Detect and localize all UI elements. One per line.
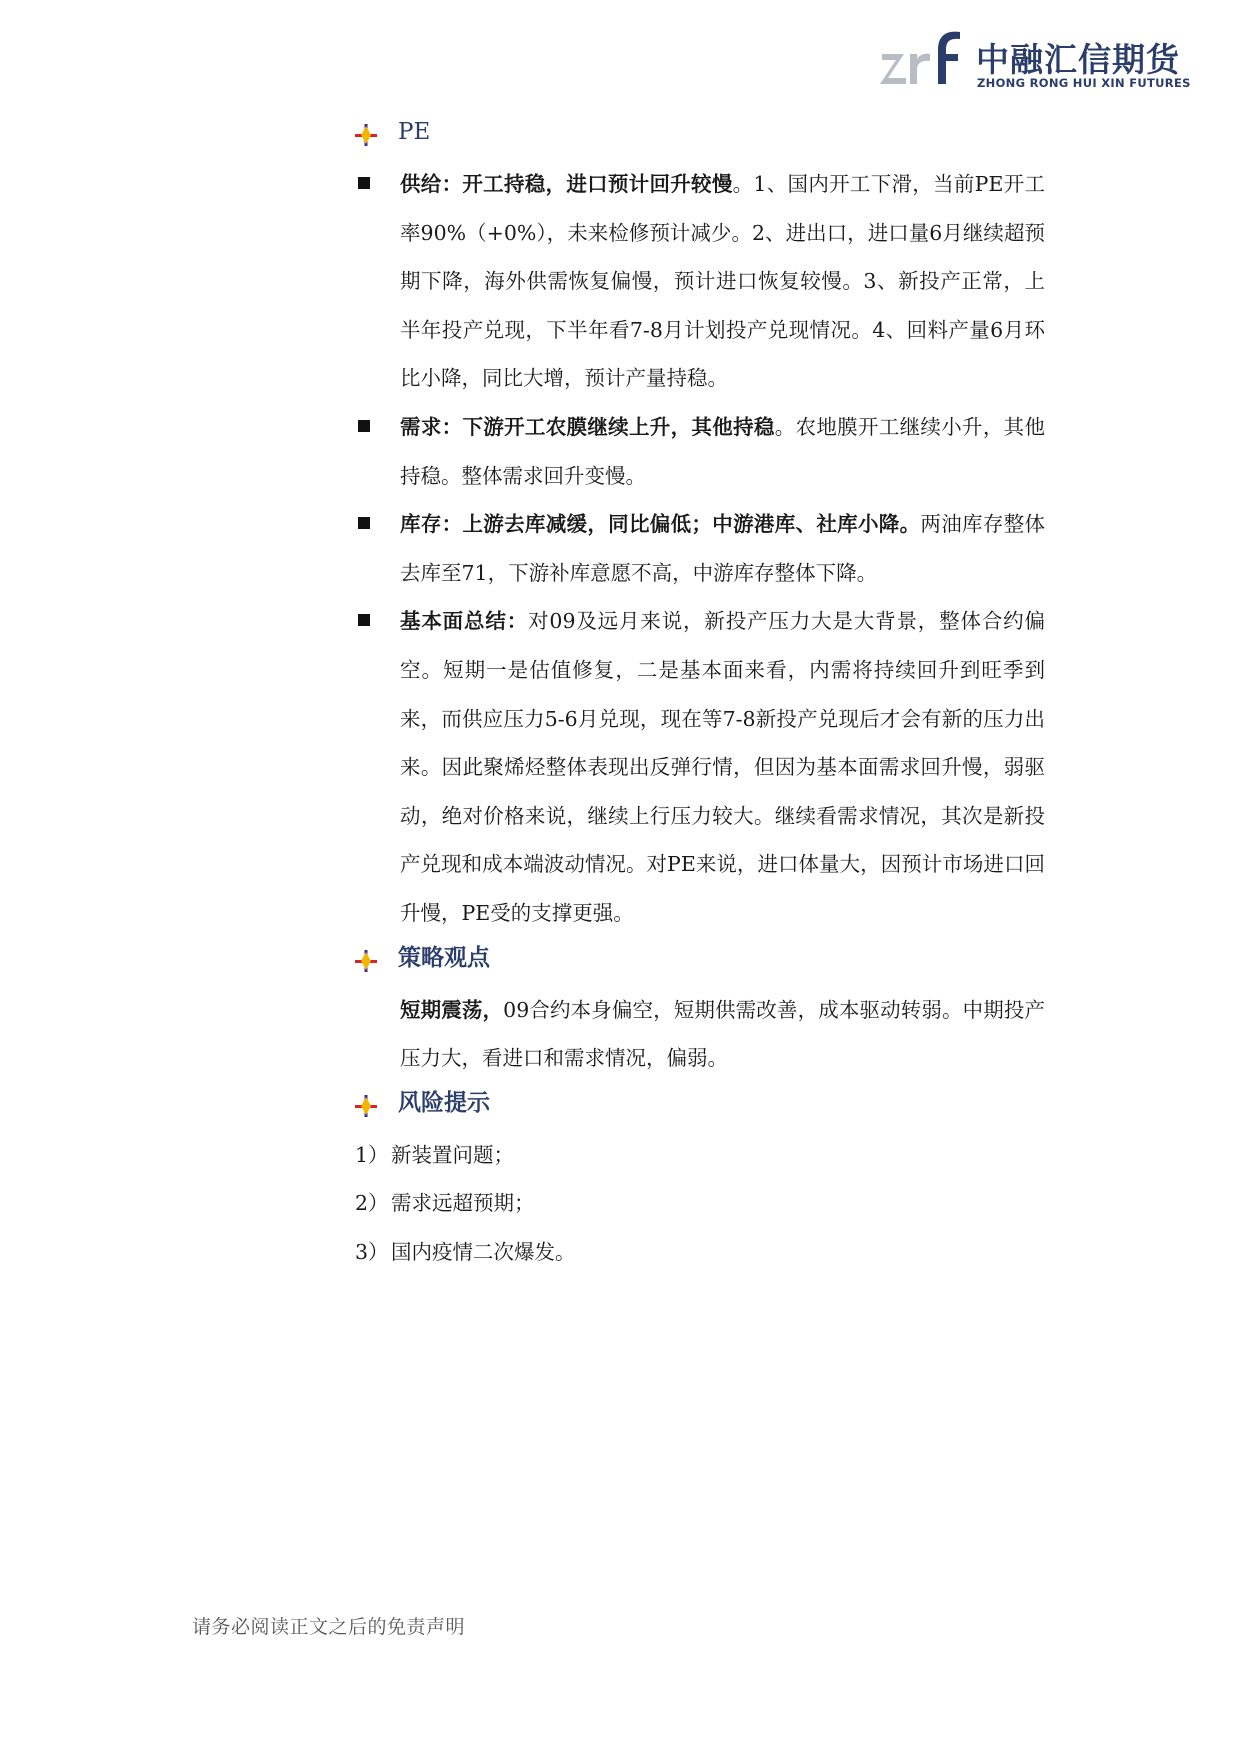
risk-item-number: 2） xyxy=(355,1191,389,1216)
document-body xyxy=(355,112,1045,1276)
section-marker-icon xyxy=(355,1095,377,1117)
bullet-lead: 基本面总结： xyxy=(400,609,529,634)
list-item xyxy=(355,500,1045,597)
section-heading-strategy xyxy=(355,938,1045,986)
list-item xyxy=(355,160,1045,403)
strategy-paragraph xyxy=(355,986,1045,1083)
risk-item-number: 1） xyxy=(355,1142,389,1167)
section-heading-risk xyxy=(355,1083,1045,1131)
section-heading-pe xyxy=(355,112,1045,160)
risk-item-text: 新装置问题； xyxy=(391,1142,514,1167)
logo-chinese-name: 中融汇信期货 xyxy=(976,40,1180,79)
bullet-lead: 库存：上游去库减缓，同比偏低；中游港库、社库小降。 xyxy=(400,512,921,537)
section-marker-icon xyxy=(355,950,377,972)
bullet-lead: 需求：下游开工农膜继续上升，其他持稳 xyxy=(400,414,775,439)
strategy-text: 09合约本身偏空，短期供需改善，成本驱动转弱。中期投产压力大，看进口和需求情况，偏弱。 xyxy=(400,997,1045,1071)
logo-english-name: ZHONG RONG HUI XIN FUTURES xyxy=(977,76,1191,90)
square-bullet-icon xyxy=(358,614,370,626)
risk-item-text: 需求远超预期； xyxy=(391,1191,535,1216)
company-logo xyxy=(880,28,1191,92)
footer-disclaimer: 请务必阅读正文之后的免责声明 xyxy=(192,1616,466,1638)
list-item xyxy=(355,403,1045,500)
risk-item xyxy=(355,1228,1045,1277)
risk-item xyxy=(355,1131,1045,1180)
square-bullet-icon xyxy=(358,420,370,432)
square-bullet-icon xyxy=(358,517,370,529)
bullet-lead: 供给：开工持稳，进口预计回升较慢 xyxy=(400,172,733,196)
section-marker-icon xyxy=(355,124,377,146)
zrf-logo-mark-icon xyxy=(880,28,970,92)
section-title-pe: PE xyxy=(398,119,431,145)
bullet-text: 两油库存整体去库至71，下游补库意愿不高，中游库存整体下降。 xyxy=(400,512,1046,585)
list-item xyxy=(355,597,1045,937)
risk-item-number: 3） xyxy=(355,1239,389,1264)
bullet-text: 。农地膜开工继续小升，其他持稳。整体需求回升变慢。 xyxy=(400,414,1046,488)
risk-item-text: 国内疫情二次爆发。 xyxy=(391,1239,576,1264)
section-title-strategy: 策略观点 xyxy=(398,944,490,971)
strategy-lead: 短期震荡， xyxy=(400,997,504,1022)
risk-item xyxy=(355,1179,1045,1228)
bullet-text: 。1、国内开工下滑，当前PE开工率90%（+0%），未来检修预计减少。2、进出口，进口量6月继续超预期下降，海外供需恢复偏慢，预计进口恢复较慢。3、新投产正常，上半年投产兑现，下半年看7-8月计划投产兑现情况。4、回料产量6月环比小降，同比大增，预计产量持稳。 xyxy=(400,172,1045,391)
bullet-text: 对09及远月来说，新投产压力大是大背景，整体合约偏空。短期一是估值修复，二是基本面来看，内需将持续回升到旺季到来，而供应压力5-6月兑现，现在等7-8新投产兑现后才会有新的压力出来。因此聚烯烃整体表现出反弹行情，但因为基本面需求回升慢，弱驱动，绝对价格来说，继续上行压力较大。继续看需求情况，其次是新投产兑现和成本端波动情况。对PE来说，进口体量大，因预计市场进口回升慢，PE受的支撑更强。 xyxy=(400,609,1046,925)
square-bullet-icon xyxy=(358,177,370,189)
section-title-risk: 风险提示 xyxy=(398,1089,490,1116)
